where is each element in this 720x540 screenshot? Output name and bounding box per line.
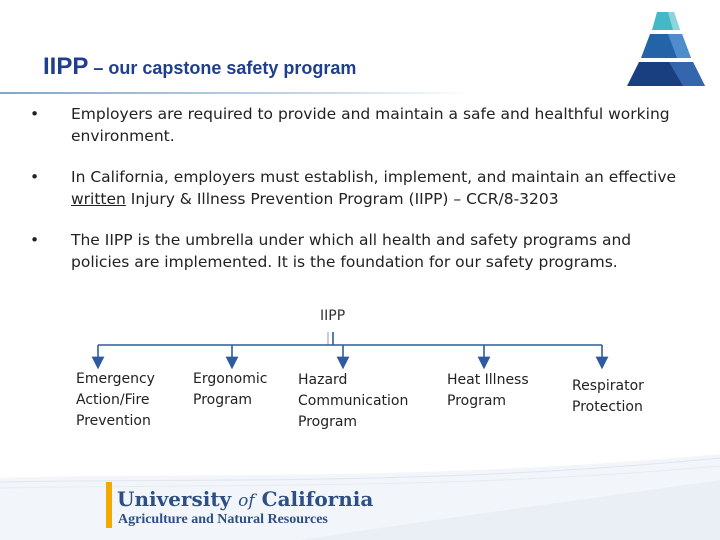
uc-logo-bar-icon: [106, 482, 112, 528]
diagram-node-emergency: Emergency Action/Fire Prevention: [76, 371, 155, 429]
bullet-item: • Employers are required to provide and maintain a safe and healthful working environment.: [30, 105, 670, 145]
logo-division-name: Agriculture and Natural Resources: [118, 512, 328, 527]
bullet-item: • The IIPP is the umbrella under which all health and safety programs and policies are implemented. It is the foundation for our safety programs.: [30, 231, 632, 271]
underlined-word: written: [71, 190, 126, 208]
diagram-root-label: IIPP: [320, 308, 346, 324]
slide-title: IIPP – our capstone safety program: [43, 53, 357, 80]
diagram-node-hazard: Hazard Communication Program: [298, 372, 409, 430]
logo-university-name: University of California: [117, 487, 374, 511]
diagram-node-respirator: Respirator Protection: [572, 378, 644, 415]
bullet-item: • In California, employers must establish, implement, and maintain an effective written Injury & Illness Prevention Program (IIPP) – CCR/8-3203: [30, 168, 677, 208]
diagram-node-ergonomic: Ergonomic Program: [193, 371, 268, 408]
diagram-node-heat-illness: Heat Illness Program: [447, 372, 529, 409]
